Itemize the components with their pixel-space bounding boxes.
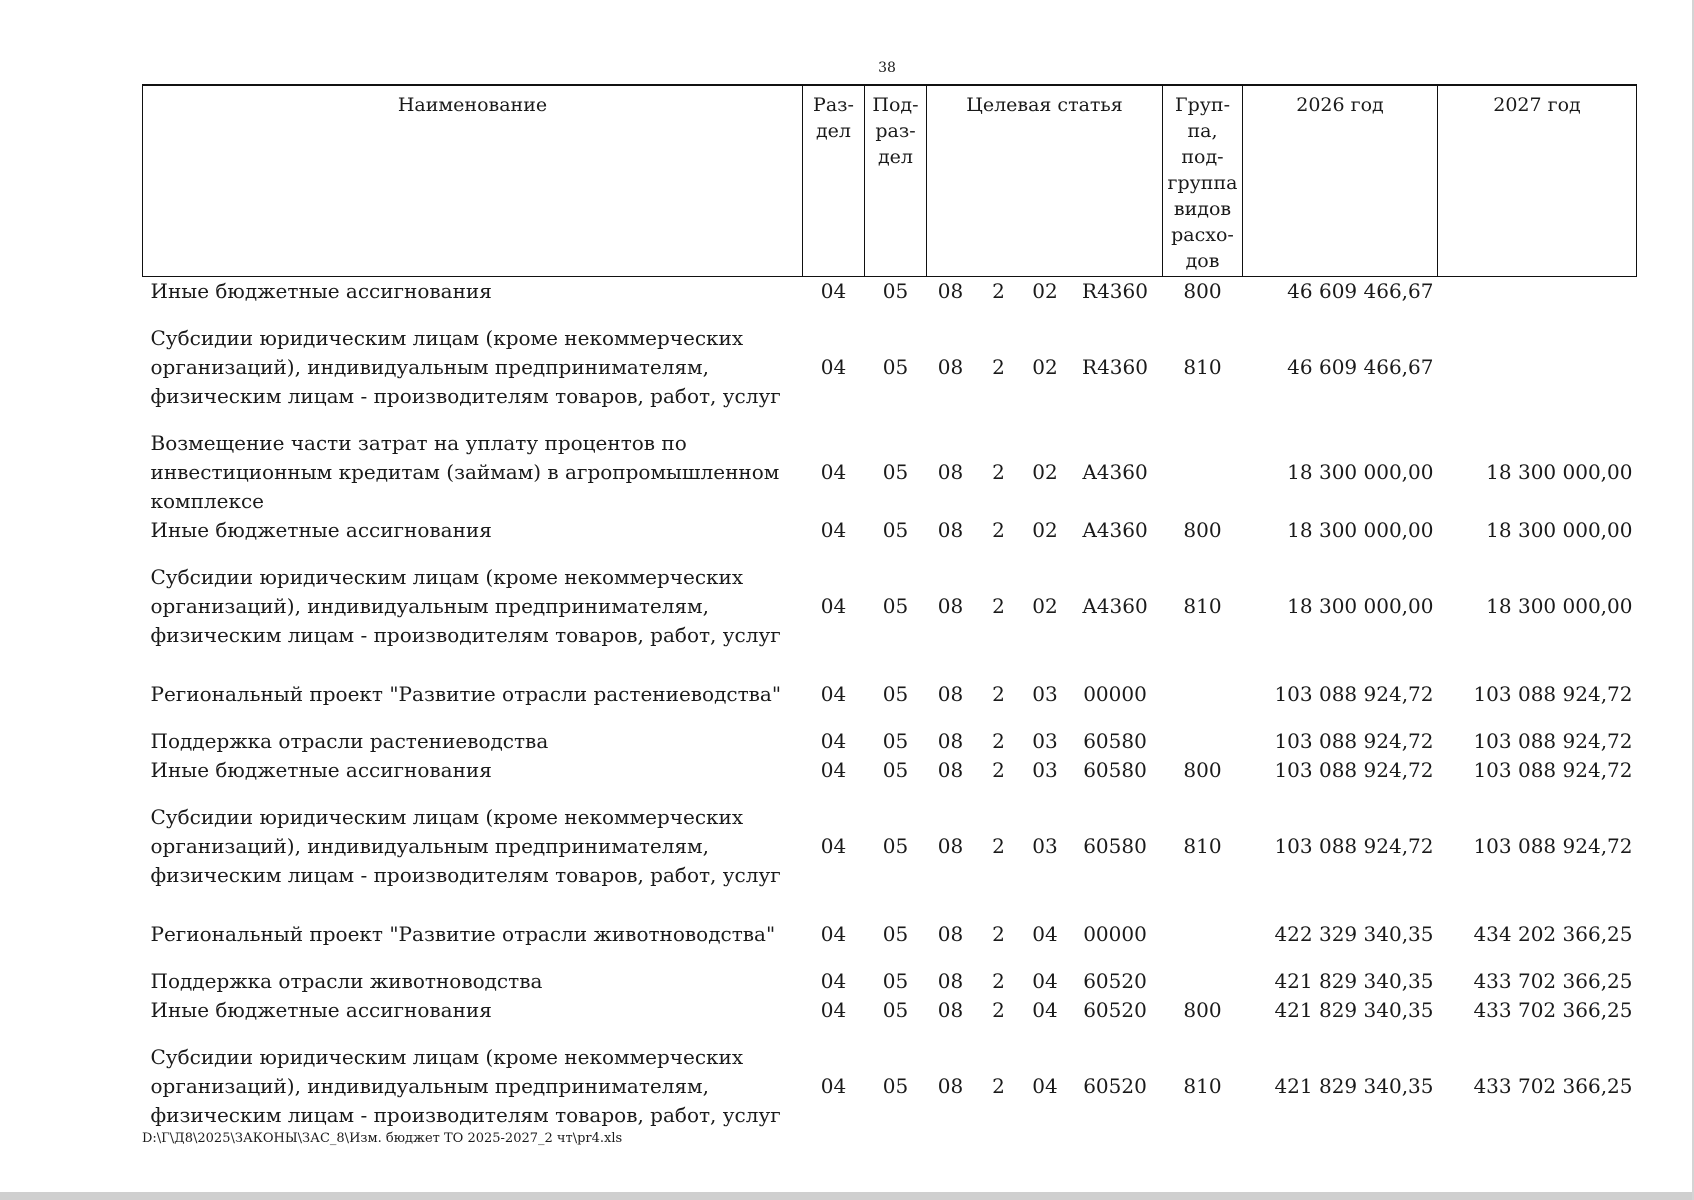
row-amount-2027: 433 702 366,25 (1473, 998, 1633, 1022)
row-target-direction: 00000 (1083, 922, 1147, 946)
row-target-direction: 60520 (1083, 969, 1147, 993)
table-body (143, 277, 1637, 1131)
row-target-direction: R4360 (1082, 279, 1148, 303)
file-path-footer: D:\Г\Д8\2025\ЗАКОНЫ\ЗАС_8\Изм. бюджет ТО 2025-2027_2 чт\pr4.xls (142, 1131, 623, 1146)
row-razdel: 04 (820, 758, 847, 782)
table-row (143, 650, 1637, 709)
row-podrazdel: 05 (882, 969, 909, 993)
row-podrazdel: 05 (882, 518, 909, 542)
header-year-2027: 2027 год (1438, 85, 1637, 277)
budget-table-container (142, 84, 1636, 1130)
row-target-program: 08 (937, 460, 964, 484)
row-amount-2026: 103 088 924,72 (1274, 758, 1434, 782)
row-target-direction: 00000 (1083, 682, 1147, 706)
row-amount-2026: 103 088 924,72 (1274, 729, 1434, 753)
row-target-program: 08 (937, 594, 964, 618)
row-target-program: 08 (937, 518, 964, 542)
row-amount-2027: 103 088 924,72 (1473, 729, 1633, 753)
row-razdel: 04 (820, 279, 847, 303)
row-target-event: 02 (1032, 594, 1058, 618)
row-amount-2027: 434 202 366,25 (1473, 922, 1633, 946)
table-row (143, 756, 1637, 785)
row-target-direction: A4360 (1082, 594, 1148, 618)
row-razdel: 04 (820, 355, 847, 379)
row-target-event: 02 (1032, 460, 1058, 484)
row-target-direction: 60580 (1083, 729, 1147, 753)
row-razdel: 04 (820, 969, 847, 993)
row-expense-group: 810 (1183, 594, 1222, 618)
row-target-subprogram: 2 (992, 729, 1005, 753)
row-name: Иные бюджетные ассигнования (150, 998, 492, 1022)
row-razdel: 04 (820, 998, 847, 1022)
row-expense-group: 800 (1183, 998, 1222, 1022)
row-target-subprogram: 2 (992, 758, 1005, 782)
row-amount-2026: 421 829 340,35 (1274, 969, 1434, 993)
row-target-event: 04 (1032, 922, 1058, 946)
row-expense-group (1163, 709, 1243, 756)
row-target-program: 08 (937, 969, 964, 993)
row-target-event: 02 (1032, 279, 1058, 303)
row-target-event: 02 (1032, 355, 1058, 379)
row-name: Возмещение части затрат на уплату процентов по инвестиционным кредитам (займам) в агропромышленном комплексе (150, 431, 780, 513)
row-amount-2026: 18 300 000,00 (1287, 518, 1434, 542)
row-expense-group: 810 (1183, 834, 1222, 858)
row-expense-group: 800 (1183, 758, 1222, 782)
table-row (143, 545, 1637, 650)
row-expense-group (1163, 411, 1243, 516)
row-podrazdel: 05 (882, 729, 909, 753)
row-name: Субсидии юридическим лицам (кроме некоммерческих организаций), индивидуальным предпринимателям, физическим лицам - производителям товаров, работ, услуг (150, 326, 781, 408)
table-row (143, 277, 1637, 307)
row-name: Иные бюджетные ассигнования (150, 279, 492, 303)
row-name: Поддержка отрасли растениеводства (150, 729, 549, 753)
row-target-direction: 60520 (1083, 998, 1147, 1022)
header-name: Наименование (143, 85, 803, 277)
row-amount-2026: 422 329 340,35 (1274, 922, 1434, 946)
row-podrazdel: 05 (882, 834, 909, 858)
row-target-subprogram: 2 (992, 355, 1005, 379)
row-amount-2026: 421 829 340,35 (1274, 998, 1434, 1022)
row-target-direction: A4360 (1082, 518, 1148, 542)
row-target-direction: R4360 (1082, 355, 1148, 379)
row-target-program: 08 (937, 758, 964, 782)
row-name: Региональный проект "Развитие отрасли растениеводства" (150, 682, 782, 706)
row-amount-2027 (1438, 306, 1637, 411)
row-target-subprogram: 2 (992, 594, 1005, 618)
row-target-event: 04 (1032, 998, 1058, 1022)
table-row (143, 996, 1637, 1025)
row-target-program: 08 (937, 922, 964, 946)
row-target-subprogram: 2 (992, 834, 1005, 858)
row-expense-group: 810 (1183, 1074, 1222, 1098)
table-row (143, 411, 1637, 516)
row-amount-2027: 103 088 924,72 (1473, 834, 1633, 858)
row-expense-group (1163, 890, 1243, 949)
row-target-program: 08 (937, 998, 964, 1022)
table-header-row (143, 85, 1637, 277)
row-amount-2027: 103 088 924,72 (1473, 758, 1633, 782)
row-target-event: 04 (1032, 1074, 1058, 1098)
row-razdel: 04 (820, 594, 847, 618)
row-target-event: 02 (1032, 518, 1058, 542)
table-row (143, 890, 1637, 949)
row-amount-2027: 18 300 000,00 (1486, 460, 1633, 484)
row-target-program: 08 (937, 279, 964, 303)
row-razdel: 04 (820, 1074, 847, 1098)
row-razdel: 04 (820, 729, 847, 753)
row-target-program: 08 (937, 1074, 964, 1098)
row-target-direction: 60580 (1083, 834, 1147, 858)
row-target-program: 08 (937, 729, 964, 753)
row-podrazdel: 05 (882, 998, 909, 1022)
row-target-direction: A4360 (1082, 460, 1148, 484)
row-razdel: 04 (820, 834, 847, 858)
row-name: Субсидии юридическим лицам (кроме некоммерческих организаций), индивидуальным предпринимателям, физическим лицам - производителям товаров, работ, услуг (150, 805, 781, 887)
budget-table (142, 84, 1637, 1130)
row-target-direction: 60520 (1083, 1074, 1147, 1098)
row-razdel: 04 (820, 460, 847, 484)
row-amount-2026: 103 088 924,72 (1274, 834, 1434, 858)
row-amount-2026: 103 088 924,72 (1274, 682, 1434, 706)
row-target-program: 08 (937, 682, 964, 706)
row-razdel: 04 (820, 518, 847, 542)
row-podrazdel: 05 (882, 1074, 909, 1098)
row-target-event: 03 (1032, 834, 1058, 858)
bottom-scan-edge (0, 1192, 1694, 1200)
row-podrazdel: 05 (882, 922, 909, 946)
row-amount-2026: 46 609 466,67 (1287, 279, 1434, 303)
row-target-event: 03 (1032, 758, 1058, 782)
row-expense-group: 800 (1183, 279, 1222, 303)
row-name: Иные бюджетные ассигнования (150, 758, 492, 782)
row-target-subprogram: 2 (992, 279, 1005, 303)
header-razdel: Раз- дел (803, 85, 865, 277)
row-name: Иные бюджетные ассигнования (150, 518, 492, 542)
table-row (143, 1025, 1637, 1130)
row-amount-2026: 46 609 466,67 (1287, 355, 1434, 379)
row-name: Субсидии юридическим лицам (кроме некоммерческих организаций), индивидуальным предпринимателям, физическим лицам - производителям товаров, работ, услуг (150, 1045, 781, 1127)
row-target-direction: 60580 (1083, 758, 1147, 782)
header-podrazdel: Под- раз- дел (865, 85, 927, 277)
table-row (143, 709, 1637, 756)
header-year-2026: 2026 год (1243, 85, 1438, 277)
row-name: Региональный проект "Развитие отрасли животноводства" (150, 922, 776, 946)
row-target-subprogram: 2 (992, 682, 1005, 706)
row-name: Субсидии юридическим лицам (кроме некоммерческих организаций), индивидуальным предпринимателям, физическим лицам - производителям товаров, работ, услуг (150, 565, 781, 647)
table-row (143, 785, 1637, 890)
row-target-event: 03 (1032, 682, 1058, 706)
row-expense-group: 800 (1183, 518, 1222, 542)
table-row (143, 949, 1637, 996)
header-target-article: Целевая статья (927, 85, 1163, 277)
row-podrazdel: 05 (882, 682, 909, 706)
row-razdel: 04 (820, 682, 847, 706)
row-amount-2027: 103 088 924,72 (1473, 682, 1633, 706)
header-expense-group: Груп- па, под- группа видов расхо- дов (1163, 85, 1243, 277)
row-target-subprogram: 2 (992, 460, 1005, 484)
table-row (143, 516, 1637, 545)
row-target-program: 08 (937, 834, 964, 858)
page-number: 38 (878, 60, 896, 76)
row-target-event: 04 (1032, 969, 1058, 993)
row-amount-2026: 18 300 000,00 (1287, 594, 1434, 618)
row-podrazdel: 05 (882, 594, 909, 618)
row-expense-group (1163, 949, 1243, 996)
row-amount-2027: 18 300 000,00 (1486, 518, 1633, 542)
row-podrazdel: 05 (882, 355, 909, 379)
row-amount-2026: 421 829 340,35 (1274, 1074, 1434, 1098)
row-target-subprogram: 2 (992, 1074, 1005, 1098)
row-amount-2026: 18 300 000,00 (1287, 460, 1434, 484)
row-target-program: 08 (937, 355, 964, 379)
row-name: Поддержка отрасли животноводства (150, 969, 543, 993)
row-amount-2027: 433 702 366,25 (1473, 969, 1633, 993)
table-row (143, 306, 1637, 411)
row-target-subprogram: 2 (992, 518, 1005, 542)
row-razdel: 04 (820, 922, 847, 946)
row-podrazdel: 05 (882, 460, 909, 484)
row-target-subprogram: 2 (992, 969, 1005, 993)
row-expense-group (1163, 650, 1243, 709)
row-target-subprogram: 2 (992, 922, 1005, 946)
row-podrazdel: 05 (882, 279, 909, 303)
row-target-event: 03 (1032, 729, 1058, 753)
row-amount-2027 (1438, 277, 1637, 307)
row-amount-2027: 18 300 000,00 (1486, 594, 1633, 618)
row-expense-group: 810 (1183, 355, 1222, 379)
row-target-subprogram: 2 (992, 998, 1005, 1022)
row-amount-2027: 433 702 366,25 (1473, 1074, 1633, 1098)
row-podrazdel: 05 (882, 758, 909, 782)
